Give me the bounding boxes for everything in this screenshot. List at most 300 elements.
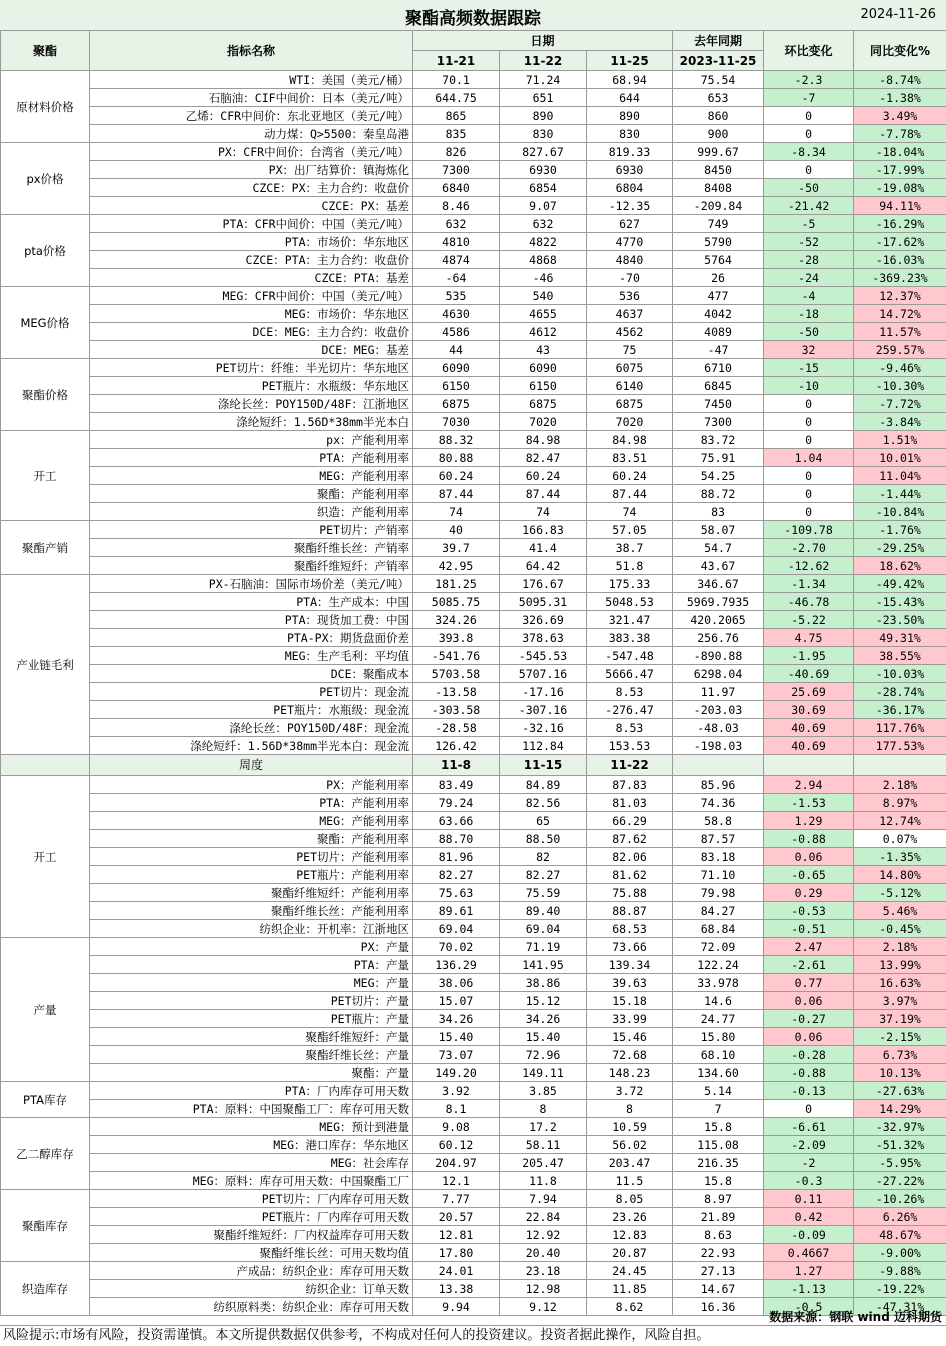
last-year-value: 6298.04	[673, 665, 764, 683]
table-row	[1, 71, 946, 89]
value-cell: 136.29	[413, 956, 500, 974]
last-year-value: -198.03	[673, 737, 764, 755]
table-row	[1, 557, 946, 575]
value-cell: 139.34	[587, 956, 673, 974]
value-cell: 175.33	[587, 575, 673, 593]
value-cell: 326.69	[500, 611, 587, 629]
value-cell: 827.67	[500, 143, 587, 161]
title-bar	[0, 0, 946, 31]
value-cell: 890	[587, 107, 673, 125]
value-cell: 73.66	[587, 938, 673, 956]
indicator-name: MEG：原料：库存可用天数：中国聚酯工厂	[90, 1172, 413, 1190]
indicator-name: PX：出厂结算价：镇海炼化	[90, 161, 413, 179]
yoy-change: 6.26%	[854, 1208, 946, 1226]
table-row	[1, 884, 946, 902]
last-year-value: 15.8	[673, 1118, 764, 1136]
yoy-change: -19.08%	[854, 179, 946, 197]
last-year-value: 5969.7935	[673, 593, 764, 611]
value-cell: 166.83	[500, 521, 587, 539]
yoy-change: -10.26%	[854, 1190, 946, 1208]
yoy-change: -29.25%	[854, 539, 946, 557]
last-year-value: 54.7	[673, 539, 764, 557]
table-row	[1, 701, 946, 719]
value-cell: 12.81	[413, 1226, 500, 1244]
value-cell: 627	[587, 215, 673, 233]
last-year-value: 24.77	[673, 1010, 764, 1028]
yoy-change: -369.23%	[854, 269, 946, 287]
value-cell: 40	[413, 521, 500, 539]
last-year-value: 83.18	[673, 848, 764, 866]
category-label: px价格	[1, 143, 90, 215]
mom-change: -4	[764, 287, 854, 305]
value-cell: 9.07	[500, 197, 587, 215]
value-cell: 126.42	[413, 737, 500, 755]
value-cell: 60.24	[500, 467, 587, 485]
mom-change: -52	[764, 233, 854, 251]
last-year-value: 14.6	[673, 992, 764, 1010]
value-cell: 87.83	[587, 776, 673, 794]
indicator-name: 聚酯纤维长丝：产能利用率	[90, 902, 413, 920]
mom-change: -0.3	[764, 1172, 854, 1190]
value-cell: 74	[413, 503, 500, 521]
yoy-change: 13.99%	[854, 956, 946, 974]
value-cell: 644	[587, 89, 673, 107]
yoy-change: -9.00%	[854, 1244, 946, 1262]
weekly-header-blank	[764, 755, 854, 776]
yoy-change: 14.72%	[854, 305, 946, 323]
table-row	[1, 848, 946, 866]
value-cell: 81.03	[587, 794, 673, 812]
indicator-name: PTA-PX：期货盘面价差	[90, 629, 413, 647]
data-table	[0, 30, 946, 1316]
mom-change: 0.29	[764, 884, 854, 902]
indicator-name: 涤纶长丝：POY150D/48F：江浙地区	[90, 395, 413, 413]
mom-change: -1.13	[764, 1280, 854, 1298]
yoy-change: -16.29%	[854, 215, 946, 233]
value-cell: 39.7	[413, 539, 500, 557]
mom-change: -10	[764, 377, 854, 395]
value-cell: 632	[500, 215, 587, 233]
header-date-1: 11-21	[413, 51, 500, 71]
value-cell: 9.94	[413, 1298, 500, 1316]
value-cell: 24.45	[587, 1262, 673, 1280]
indicator-name: PET瓶片：水瓶级：华东地区	[90, 377, 413, 395]
table-row	[1, 974, 946, 992]
value-cell: 6875	[500, 395, 587, 413]
indicator-name: CZCE：PTA：主力合约：收盘价	[90, 251, 413, 269]
yoy-change: -9.88%	[854, 1262, 946, 1280]
value-cell: 82.47	[500, 449, 587, 467]
value-cell: 15.07	[413, 992, 500, 1010]
value-cell: 6150	[413, 377, 500, 395]
indicator-name: 产成品：纺织企业：库存可用天数	[90, 1262, 413, 1280]
last-year-value: 83	[673, 503, 764, 521]
mom-change: 0	[764, 1100, 854, 1118]
value-cell: 83.49	[413, 776, 500, 794]
category-label: pta价格	[1, 215, 90, 287]
value-cell: 4810	[413, 233, 500, 251]
mom-change: 1.04	[764, 449, 854, 467]
indicator-name: PTA：产能利用率	[90, 449, 413, 467]
value-cell: 65	[500, 812, 587, 830]
table-row	[1, 1262, 946, 1280]
value-cell: 141.95	[500, 956, 587, 974]
indicator-name: 聚酯纤维长丝：产销率	[90, 539, 413, 557]
last-year-value: 58.8	[673, 812, 764, 830]
indicator-name: PET切片：厂内库存可用天数	[90, 1190, 413, 1208]
value-cell: 88.32	[413, 431, 500, 449]
last-year-value: 999.67	[673, 143, 764, 161]
value-cell: 41.4	[500, 539, 587, 557]
last-year-value: 749	[673, 215, 764, 233]
mom-change: -7	[764, 89, 854, 107]
table-row	[1, 1172, 946, 1190]
value-cell: 63.66	[413, 812, 500, 830]
mom-change: -0.88	[764, 830, 854, 848]
last-year-value: 4042	[673, 305, 764, 323]
table-row	[1, 812, 946, 830]
table-row	[1, 956, 946, 974]
last-year-value: -48.03	[673, 719, 764, 737]
last-year-value: 85.96	[673, 776, 764, 794]
value-cell: 835	[413, 125, 500, 143]
table-row	[1, 539, 946, 557]
value-cell: 83.51	[587, 449, 673, 467]
indicator-name: 织造：产能利用率	[90, 503, 413, 521]
indicator-name: PTA：生产成本：中国	[90, 593, 413, 611]
yoy-change: -49.42%	[854, 575, 946, 593]
value-cell: 5666.47	[587, 665, 673, 683]
last-year-value: 84.27	[673, 902, 764, 920]
mom-change: -2.3	[764, 71, 854, 89]
indicator-name: 涤纶短纤：1.56D*38mm半光本白：现金流	[90, 737, 413, 755]
yoy-change: -9.46%	[854, 359, 946, 377]
mom-change: -0.53	[764, 902, 854, 920]
yoy-change: -19.22%	[854, 1280, 946, 1298]
indicator-name: PET切片：产销率	[90, 521, 413, 539]
table-row	[1, 902, 946, 920]
indicator-name: PET切片：产量	[90, 992, 413, 1010]
indicator-name: PTA：产量	[90, 956, 413, 974]
table-row	[1, 611, 946, 629]
yoy-change: -7.72%	[854, 395, 946, 413]
value-cell: 75.88	[587, 884, 673, 902]
indicator-name: 纺织企业：开机率：江浙地区	[90, 920, 413, 938]
value-cell: 4874	[413, 251, 500, 269]
table-row	[1, 305, 946, 323]
value-cell: 4840	[587, 251, 673, 269]
value-cell: 535	[413, 287, 500, 305]
table-row	[1, 866, 946, 884]
yoy-change: -10.84%	[854, 503, 946, 521]
indicator-name: PX：CFR中间价：台湾省（美元/吨）	[90, 143, 413, 161]
last-year-value: 21.89	[673, 1208, 764, 1226]
value-cell: 72.96	[500, 1046, 587, 1064]
report-title: 聚酯高频数据跟踪	[405, 9, 541, 29]
mom-change: -5	[764, 215, 854, 233]
value-cell: 13.38	[413, 1280, 500, 1298]
table-row	[1, 485, 946, 503]
header-yoy-group: 去年同期	[673, 31, 764, 51]
last-year-value: 900	[673, 125, 764, 143]
category-label: PTA库存	[1, 1082, 90, 1118]
value-cell: 112.84	[500, 737, 587, 755]
value-cell: 70.02	[413, 938, 500, 956]
value-cell: 890	[500, 107, 587, 125]
yoy-change: 14.29%	[854, 1100, 946, 1118]
indicator-name: CZCE：PX：基差	[90, 197, 413, 215]
mom-change: -0.27	[764, 1010, 854, 1028]
value-cell: 5048.53	[587, 593, 673, 611]
value-cell: 865	[413, 107, 500, 125]
indicator-name: DCE：MEG：基差	[90, 341, 413, 359]
mom-change: -0.51	[764, 920, 854, 938]
mom-change: -15	[764, 359, 854, 377]
mom-change: -0.28	[764, 1046, 854, 1064]
header-date-group: 日期	[413, 31, 673, 51]
table-row	[1, 251, 946, 269]
value-cell: 7030	[413, 413, 500, 431]
last-year-value: 75.91	[673, 449, 764, 467]
mom-change: 2.94	[764, 776, 854, 794]
table-row	[1, 377, 946, 395]
value-cell: -13.58	[413, 683, 500, 701]
table-row	[1, 1028, 946, 1046]
value-cell: 324.26	[413, 611, 500, 629]
yoy-change: -17.62%	[854, 233, 946, 251]
value-cell: 44	[413, 341, 500, 359]
yoy-change: 117.76%	[854, 719, 946, 737]
value-cell: 57.05	[587, 521, 673, 539]
value-cell: 69.04	[413, 920, 500, 938]
yoy-change: 49.31%	[854, 629, 946, 647]
value-cell: 6840	[413, 179, 500, 197]
mom-change: 0.11	[764, 1190, 854, 1208]
table-row	[1, 992, 946, 1010]
indicator-name: DCE：MEG：主力合约：收盘价	[90, 323, 413, 341]
mom-change: -24	[764, 269, 854, 287]
weekly-header-row	[1, 755, 946, 776]
last-year-value: 346.67	[673, 575, 764, 593]
last-year-value: 58.07	[673, 521, 764, 539]
value-cell: 12.1	[413, 1172, 500, 1190]
indicator-name: MEG：预计到港量	[90, 1118, 413, 1136]
yoy-change: -5.95%	[854, 1154, 946, 1172]
mom-change: 0.06	[764, 1028, 854, 1046]
yoy-change: -16.03%	[854, 251, 946, 269]
yoy-change: -27.22%	[854, 1172, 946, 1190]
value-cell: -276.47	[587, 701, 673, 719]
yoy-change: 6.73%	[854, 1046, 946, 1064]
value-cell: 6875	[587, 395, 673, 413]
value-cell: 3.72	[587, 1082, 673, 1100]
yoy-change: -10.03%	[854, 665, 946, 683]
yoy-change: 10.01%	[854, 449, 946, 467]
yoy-change: -8.74%	[854, 71, 946, 89]
indicator-name: MEG：市场价：华东地区	[90, 305, 413, 323]
mom-change: 0	[764, 125, 854, 143]
yoy-change: 259.57%	[854, 341, 946, 359]
last-year-value: 6845	[673, 377, 764, 395]
last-year-value: 43.67	[673, 557, 764, 575]
table-row	[1, 449, 946, 467]
table-row	[1, 1280, 946, 1298]
last-year-value: 7300	[673, 413, 764, 431]
value-cell: 9.12	[500, 1298, 587, 1316]
value-cell: 81.96	[413, 848, 500, 866]
header-category: 聚酯	[1, 31, 90, 71]
yoy-change: -27.63%	[854, 1082, 946, 1100]
value-cell: 5085.75	[413, 593, 500, 611]
data-source: 数据来源：钢联 wind 迈科期货	[769, 1310, 942, 1324]
value-cell: 6075	[587, 359, 673, 377]
value-cell: 17.2	[500, 1118, 587, 1136]
table-row	[1, 629, 946, 647]
value-cell: 74	[587, 503, 673, 521]
yoy-change: 0.07%	[854, 830, 946, 848]
report-date: 2024-11-26	[860, 7, 936, 22]
mom-change: 0	[764, 395, 854, 413]
value-cell: 75	[587, 341, 673, 359]
mom-change: 0	[764, 485, 854, 503]
mom-change: -1.34	[764, 575, 854, 593]
yoy-change: -1.35%	[854, 848, 946, 866]
mom-change: 2.47	[764, 938, 854, 956]
yoy-change: -23.50%	[854, 611, 946, 629]
table-row	[1, 215, 946, 233]
category-label: 开工	[1, 431, 90, 521]
category-label: MEG价格	[1, 287, 90, 359]
last-year-value: 860	[673, 107, 764, 125]
yoy-change: 3.97%	[854, 992, 946, 1010]
table-row	[1, 503, 946, 521]
yoy-change: -32.97%	[854, 1118, 946, 1136]
table-row	[1, 575, 946, 593]
yoy-change: -0.45%	[854, 920, 946, 938]
indicator-name: PX：产量	[90, 938, 413, 956]
table-row	[1, 467, 946, 485]
value-cell: 378.63	[500, 629, 587, 647]
yoy-change: 94.11%	[854, 197, 946, 215]
indicator-name: PTA：厂内库存可用天数	[90, 1082, 413, 1100]
value-cell: 3.92	[413, 1082, 500, 1100]
value-cell: 71.19	[500, 938, 587, 956]
indicator-name: PET切片：产能利用率	[90, 848, 413, 866]
value-cell: 8.05	[587, 1190, 673, 1208]
value-cell: 6090	[500, 359, 587, 377]
value-cell: 64.42	[500, 557, 587, 575]
last-year-value: 8408	[673, 179, 764, 197]
table-row	[1, 161, 946, 179]
mom-change: 25.69	[764, 683, 854, 701]
indicator-name: PET切片：纤维：半光切片：华东地区	[90, 359, 413, 377]
value-cell: 38.06	[413, 974, 500, 992]
value-cell: 82.27	[500, 866, 587, 884]
mom-change: -0.13	[764, 1082, 854, 1100]
yoy-change: -5.12%	[854, 884, 946, 902]
table-row	[1, 938, 946, 956]
value-cell: 79.24	[413, 794, 500, 812]
value-cell: 88.87	[587, 902, 673, 920]
header-yoy: 同比变化%	[854, 31, 946, 71]
header-row-1	[1, 31, 946, 51]
last-year-value: 115.08	[673, 1136, 764, 1154]
last-year-value: 27.13	[673, 1262, 764, 1280]
value-cell: -28.58	[413, 719, 500, 737]
category-label: 产业链毛利	[1, 575, 90, 755]
last-year-value: 7450	[673, 395, 764, 413]
category-label: 聚酯库存	[1, 1190, 90, 1262]
mom-change: 40.69	[764, 719, 854, 737]
yoy-change: 177.53%	[854, 737, 946, 755]
value-cell: 651	[500, 89, 587, 107]
indicator-name: 聚酯纤维短纤：厂内权益库存可用天数	[90, 1226, 413, 1244]
last-year-value: 11.97	[673, 683, 764, 701]
yoy-change: -51.32%	[854, 1136, 946, 1154]
table-row	[1, 683, 946, 701]
yoy-change: -18.04%	[854, 143, 946, 161]
value-cell: 4612	[500, 323, 587, 341]
last-year-value: -890.88	[673, 647, 764, 665]
header-date-2: 11-22	[500, 51, 587, 71]
mom-change: 0.77	[764, 974, 854, 992]
yoy-change: 48.67%	[854, 1226, 946, 1244]
value-cell: 6854	[500, 179, 587, 197]
last-year-value: -209.84	[673, 197, 764, 215]
last-year-value: 15.80	[673, 1028, 764, 1046]
yoy-change: 2.18%	[854, 938, 946, 956]
last-year-value: 8450	[673, 161, 764, 179]
table-row	[1, 1064, 946, 1082]
mom-change: 4.75	[764, 629, 854, 647]
value-cell: 383.38	[587, 629, 673, 647]
table-row	[1, 1154, 946, 1172]
indicator-name: CZCE：PX：主力合约：收盘价	[90, 179, 413, 197]
table-row	[1, 233, 946, 251]
value-cell: 71.24	[500, 71, 587, 89]
indicator-name: 涤纶长丝：POY150D/48F：现金流	[90, 719, 413, 737]
value-cell: -307.16	[500, 701, 587, 719]
value-cell: 22.84	[500, 1208, 587, 1226]
last-year-value: 72.09	[673, 938, 764, 956]
value-cell: 826	[413, 143, 500, 161]
yoy-change: -1.76%	[854, 521, 946, 539]
indicator-name: DCE：聚酯成本	[90, 665, 413, 683]
last-year-value: 75.54	[673, 71, 764, 89]
indicator-name: MEG：产能利用率	[90, 467, 413, 485]
last-year-value: 22.93	[673, 1244, 764, 1262]
indicator-name: MEG：社会库存	[90, 1154, 413, 1172]
value-cell: 84.98	[587, 431, 673, 449]
weekly-header-blank	[854, 755, 946, 776]
last-year-value: 7	[673, 1100, 764, 1118]
mom-change: -2.61	[764, 956, 854, 974]
value-cell: 74	[500, 503, 587, 521]
last-year-value: 8.97	[673, 1190, 764, 1208]
category-label: 乙二醇库存	[1, 1118, 90, 1190]
value-cell: 4868	[500, 251, 587, 269]
value-cell: 8	[500, 1100, 587, 1118]
table-row	[1, 719, 946, 737]
value-cell: 58.11	[500, 1136, 587, 1154]
indicator-name: PX-石脑油：国际市场价差（美元/吨）	[90, 575, 413, 593]
table-row	[1, 1046, 946, 1064]
value-cell: 15.12	[500, 992, 587, 1010]
table-row	[1, 269, 946, 287]
value-cell: 89.40	[500, 902, 587, 920]
value-cell: 87.62	[587, 830, 673, 848]
mom-change: 0	[764, 107, 854, 125]
